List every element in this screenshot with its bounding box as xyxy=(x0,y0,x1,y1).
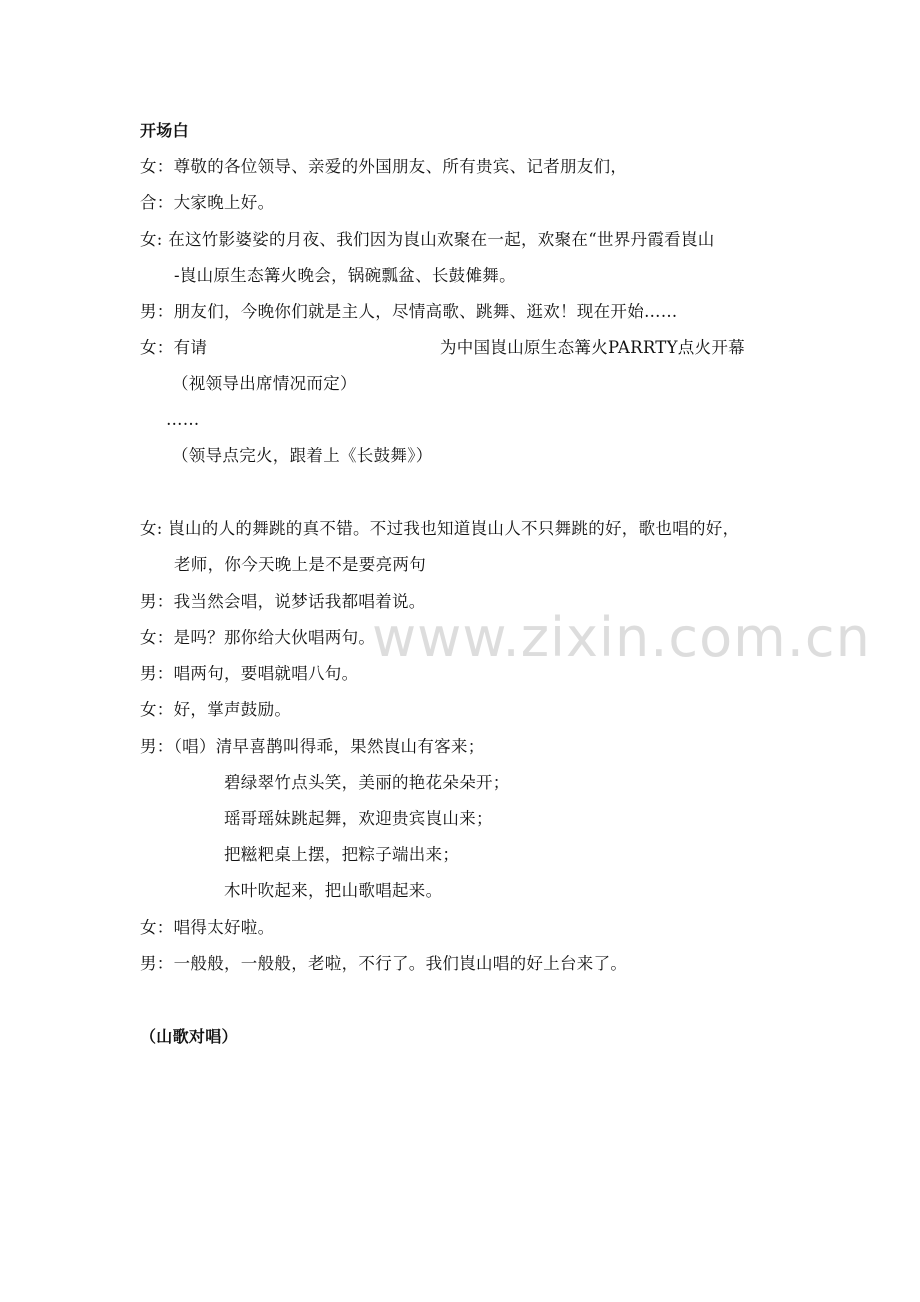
dialogue-line-continued: 老师，你今天晚上是不是要亮两句 xyxy=(174,555,426,574)
dialogue-line: 女：唱得太好啦。 xyxy=(140,918,275,937)
dialogue-line: 男：一般般，一般般，老啦，不行了。我们崀山唱的好上台来了。 xyxy=(140,954,628,973)
dialogue-line: 女：是吗？那你给大伙唱两句。 xyxy=(140,628,376,647)
dialogue-line: 男：朋友们，今晚你们就是主人，尽情高歌、跳舞、逛欢！现在开始…… xyxy=(140,302,678,321)
dialogue-line: 女: 崀山的人的舞跳的真不错。不过我也知道崀山人不只舞跳的好，歌也唱的好， xyxy=(140,519,740,538)
watermark: www.zixin.com.cn xyxy=(372,606,871,669)
dialogue-line: 合：大家晚上好。 xyxy=(140,193,275,212)
song-line: 把糍粑桌上摆，把粽子端出来； xyxy=(224,845,460,864)
dialogue-line-tail: 为中国崀山原生态篝火PARRTY点火开幕 xyxy=(440,338,745,357)
dialogue-line: 女: 在这竹影婆娑的月夜、我们因为崀山欢聚在一起，欢聚在“世界丹霞看崀山 xyxy=(140,230,715,249)
closing-note: （山歌对唱） xyxy=(140,1027,238,1046)
ellipsis: …… xyxy=(166,410,200,429)
dialogue-line: 男：唱两句，要唱就唱八句。 xyxy=(140,664,359,683)
dialogue-line: 女：尊敬的各位领导、亲爱的外国朋友、所有贵宾、记者朋友们， xyxy=(140,157,628,176)
song-line: 碧绿翠竹点头笑，美丽的艳花朵朵开； xyxy=(224,773,510,792)
heading: 开场白 xyxy=(140,121,189,140)
stage-note: （视领导出席情况而定） xyxy=(172,374,357,393)
song-line: 瑶哥瑶妹跳起舞，欢迎贵宾崀山来； xyxy=(224,809,493,828)
dialogue-line: 女：有请 xyxy=(140,338,208,357)
stage-note: （领导点完火，跟着上《长鼓舞》） xyxy=(172,446,433,465)
song-line: 男：（唱）清早喜鹊叫得乖，果然崀山有客来； xyxy=(140,737,485,756)
dialogue-line: 女：好，掌声鼓励。 xyxy=(140,700,292,719)
song-line: 木叶吹起来，把山歌唱起来。 xyxy=(224,881,443,900)
dialogue-line-continued: -崀山原生态篝火晚会，锅碗瓢盆、长鼓傩舞。 xyxy=(174,266,516,285)
dialogue-line: 男：我当然会唱，说梦话我都唱着说。 xyxy=(140,592,426,611)
